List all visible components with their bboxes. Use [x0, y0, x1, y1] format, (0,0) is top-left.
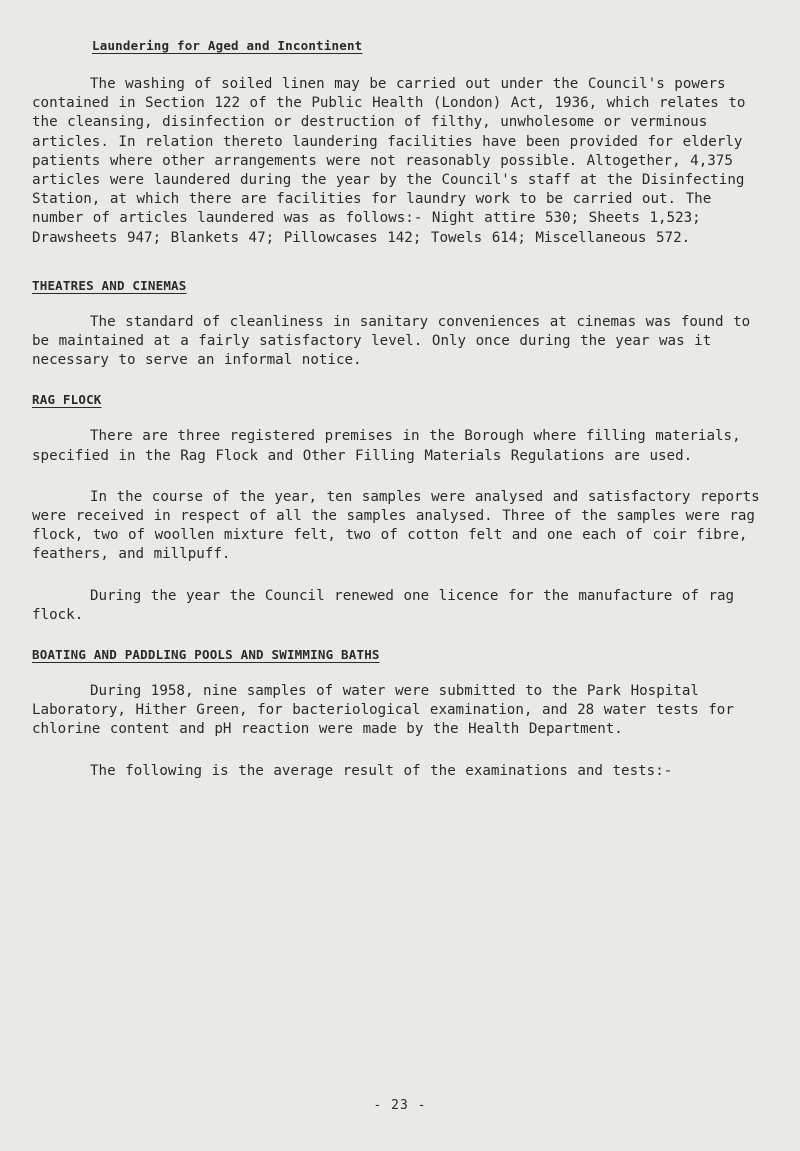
section-heading-rag-flock: RAG FLOCK [32, 392, 102, 408]
section-heading-theatres: THEATRES AND CINEMAS [32, 277, 187, 293]
page-number: - 23 - [373, 1098, 427, 1113]
paragraph-boating-samples: During 1958, nine samples of water were submitted to the Park Hospital Laboratory, Hither Green, for bacteriological examination, and 28 water tests for chlorine content and pH reaction were made by the Health Department. [32, 683, 734, 738]
paragraph-rag-flock-premises: There are three registered premises in the Borough where filling materials, specified in the Rag Flock and Other Filling Materials Regulations are used. [32, 428, 741, 464]
section-heading-boating: BOATING AND PADDLING POOLS AND SWIMMING BATHS [32, 647, 380, 663]
paragraph-laundering: The washing of soiled linen may be carried out under the Council's powers contained in Section 122 of the Public Health (London) Act, 1936, which relates to the cleansing, disinfection or destruction of filthy, unwholesome or verminous articles. In relation thereto laundering facilities have been provided for elderly patients where other arrangements were not reasonably possible. Altogether, 4,375 articles were laundered during the year by the Council's staff at the Disinfecting Station, at which there are facilities for laundry work to be carried out. The number of articles laundered was as follows:- Night attire 530; Sheets 1,523; Drawsheets 947; Blankets 47; Pillowcases 142; Towels 614; Miscellaneous 572. [32, 76, 746, 246]
paragraph-rag-flock-licence: During the year the Council renewed one licence for the manufacture of rag flock. [32, 587, 735, 623]
paragraph-rag-flock-samples: In the course of the year, ten samples were analysed and satisfactory reports were received in respect of all the samples analysed. Three of the samples were rag flock, two of woollen mixture felt, two of cotton felt and one each of coir fibre, feathers, and millpuff. [32, 488, 760, 563]
paragraph-boating-results: The following is the average result of the examinations and tests:- [90, 762, 673, 779]
paragraph-theatres: The standard of cleanliness in sanitary conveniences at cinemas was found to be maintained at a fairly satisfactory level. Only once during the year was it necessary to serve an informal notice. [32, 313, 751, 369]
section-heading-laundering: Laundering for Aged and Incontinent [92, 38, 363, 53]
